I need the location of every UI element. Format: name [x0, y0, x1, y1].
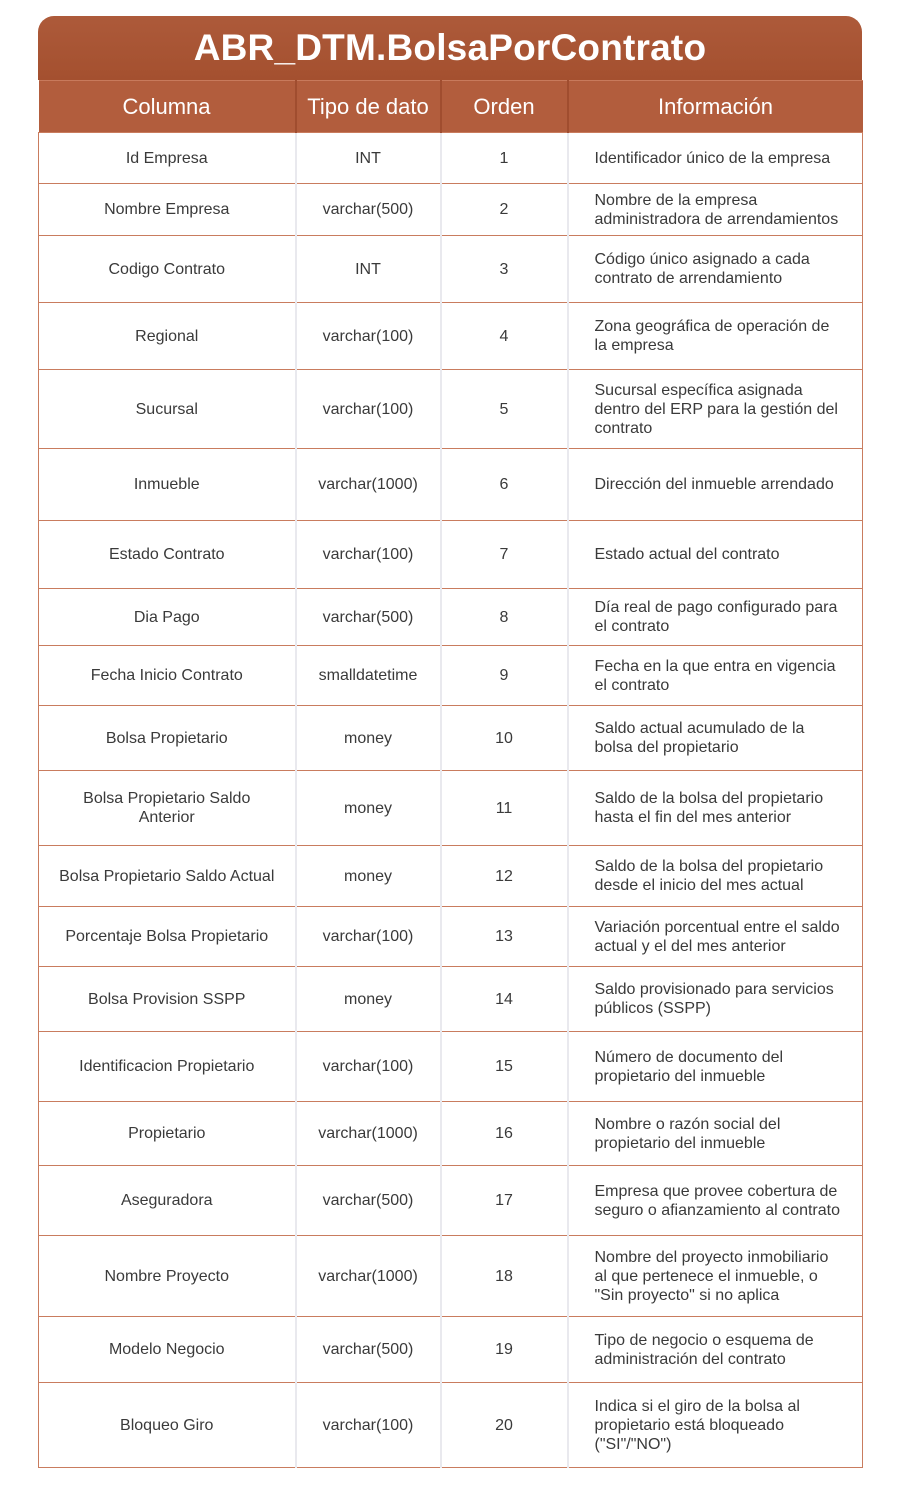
cell-orden: 9	[441, 646, 568, 706]
cell-orden: 1	[441, 133, 568, 184]
table-row	[39, 133, 863, 184]
cell-orden: 14	[441, 967, 568, 1032]
cell-tipo-de-dato: varchar(500)	[296, 1317, 441, 1383]
cell-informacion: Variación porcentual entre el saldo actual y el del mes anterior	[568, 907, 863, 967]
cell-tipo-de-dato: INT	[296, 133, 441, 184]
cell-columna: Dia Pago	[39, 589, 296, 646]
cell-tipo-de-dato: varchar(500)	[296, 184, 441, 236]
cell-tipo-de-dato: money	[296, 771, 441, 846]
table-row	[39, 1317, 863, 1383]
header-row	[39, 81, 863, 133]
table-row	[39, 449, 863, 521]
cell-columna: Regional	[39, 303, 296, 370]
cell-informacion: Nombre de la empresa administradora de arrendamientos	[568, 184, 863, 236]
cell-tipo-de-dato: money	[296, 846, 441, 907]
table-row	[39, 184, 863, 236]
cell-orden: 16	[441, 1102, 568, 1166]
cell-informacion: Estado actual del contrato	[568, 521, 863, 589]
cell-orden: 10	[441, 706, 568, 771]
cell-orden: 8	[441, 589, 568, 646]
cell-tipo-de-dato: varchar(500)	[296, 589, 441, 646]
cell-columna: Porcentaje Bolsa Propietario	[39, 907, 296, 967]
cell-informacion: Identificador único de la empresa	[568, 133, 863, 184]
cell-tipo-de-dato: varchar(100)	[296, 521, 441, 589]
cell-columna: Estado Contrato	[39, 521, 296, 589]
cell-tipo-de-dato: varchar(1000)	[296, 1102, 441, 1166]
header-informacion: Información	[568, 81, 863, 133]
cell-tipo-de-dato: smalldatetime	[296, 646, 441, 706]
cell-informacion: Día real de pago configurado para el contrato	[568, 589, 863, 646]
table-row	[39, 771, 863, 846]
cell-orden: 17	[441, 1166, 568, 1236]
cell-columna: Modelo Negocio	[39, 1317, 296, 1383]
cell-orden: 15	[441, 1032, 568, 1102]
cell-tipo-de-dato: INT	[296, 236, 441, 303]
table-row	[39, 370, 863, 449]
table-title: ABR_DTM.BolsaPorContrato	[38, 16, 862, 80]
cell-orden: 7	[441, 521, 568, 589]
cell-columna: Id Empresa	[39, 133, 296, 184]
table-row	[39, 907, 863, 967]
cell-columna: Codigo Contrato	[39, 236, 296, 303]
columns-table	[38, 80, 863, 1468]
cell-informacion: Saldo actual acumulado de la bolsa del propietario	[568, 706, 863, 771]
cell-informacion: Nombre o razón social del propietario del inmueble	[568, 1102, 863, 1166]
cell-columna: Aseguradora	[39, 1166, 296, 1236]
cell-columna: Propietario	[39, 1102, 296, 1166]
table-row	[39, 1102, 863, 1166]
cell-columna: Bolsa Propietario Saldo Actual	[39, 846, 296, 907]
cell-tipo-de-dato: money	[296, 706, 441, 771]
cell-columna: Nombre Empresa	[39, 184, 296, 236]
cell-columna: Inmueble	[39, 449, 296, 521]
cell-informacion: Zona geográfica de operación de la empresa	[568, 303, 863, 370]
header-tipo-de-dato: Tipo de dato	[296, 81, 441, 133]
cell-columna: Fecha Inicio Contrato	[39, 646, 296, 706]
cell-tipo-de-dato: varchar(100)	[296, 1383, 441, 1468]
cell-orden: 3	[441, 236, 568, 303]
cell-informacion: Tipo de negocio o esquema de administración del contrato	[568, 1317, 863, 1383]
table-row	[39, 1236, 863, 1317]
cell-orden: 19	[441, 1317, 568, 1383]
cell-informacion: Dirección del inmueble arrendado	[568, 449, 863, 521]
cell-columna: Bloqueo Giro	[39, 1383, 296, 1468]
cell-orden: 6	[441, 449, 568, 521]
cell-informacion: Número de documento del propietario del inmueble	[568, 1032, 863, 1102]
cell-orden: 12	[441, 846, 568, 907]
cell-orden: 13	[441, 907, 568, 967]
cell-tipo-de-dato: money	[296, 967, 441, 1032]
cell-columna: Sucursal	[39, 370, 296, 449]
cell-informacion: Saldo de la bolsa del propietario hasta el fin del mes anterior	[568, 771, 863, 846]
cell-tipo-de-dato: varchar(100)	[296, 370, 441, 449]
cell-orden: 20	[441, 1383, 568, 1468]
cell-informacion: Empresa que provee cobertura de seguro o afianzamiento al contrato	[568, 1166, 863, 1236]
cell-informacion: Saldo de la bolsa del propietario desde el inicio del mes actual	[568, 846, 863, 907]
cell-informacion: Saldo provisionado para servicios públicos (SSPP)	[568, 967, 863, 1032]
cell-orden: 5	[441, 370, 568, 449]
table-row	[39, 1166, 863, 1236]
cell-orden: 18	[441, 1236, 568, 1317]
cell-columna: Identificacion Propietario	[39, 1032, 296, 1102]
cell-columna: Bolsa Propietario	[39, 706, 296, 771]
header-columna: Columna	[39, 81, 296, 133]
cell-columna: Bolsa Propietario Saldo Anterior	[39, 771, 296, 846]
table-row	[39, 967, 863, 1032]
cell-orden: 2	[441, 184, 568, 236]
cell-informacion: Nombre del proyecto inmobiliario al que pertenece el inmueble, o "Sin proyecto" si no aplica	[568, 1236, 863, 1317]
cell-informacion: Indica si el giro de la bolsa al propietario está bloqueado ("SI"/"NO")	[568, 1383, 863, 1468]
header-orden: Orden	[441, 81, 568, 133]
cell-tipo-de-dato: varchar(1000)	[296, 1236, 441, 1317]
cell-tipo-de-dato: varchar(100)	[296, 303, 441, 370]
cell-tipo-de-dato: varchar(100)	[296, 907, 441, 967]
cell-orden: 11	[441, 771, 568, 846]
cell-tipo-de-dato: varchar(100)	[296, 1032, 441, 1102]
cell-tipo-de-dato: varchar(500)	[296, 1166, 441, 1236]
data-dictionary-card	[38, 16, 862, 1468]
table-row	[39, 1032, 863, 1102]
cell-informacion: Fecha en la que entra en vigencia el contrato	[568, 646, 863, 706]
cell-informacion: Código único asignado a cada contrato de arrendamiento	[568, 236, 863, 303]
table-row	[39, 521, 863, 589]
table-body	[39, 133, 863, 1468]
table-row	[39, 706, 863, 771]
cell-informacion: Sucursal específica asignada dentro del ERP para la gestión del contrato	[568, 370, 863, 449]
table-row	[39, 236, 863, 303]
cell-columna: Nombre Proyecto	[39, 1236, 296, 1317]
cell-tipo-de-dato: varchar(1000)	[296, 449, 441, 521]
table-row	[39, 1383, 863, 1468]
table-header	[39, 81, 863, 133]
cell-columna: Bolsa Provision SSPP	[39, 967, 296, 1032]
cell-orden: 4	[441, 303, 568, 370]
table-row	[39, 589, 863, 646]
table-row	[39, 303, 863, 370]
table-row	[39, 646, 863, 706]
table-row	[39, 846, 863, 907]
